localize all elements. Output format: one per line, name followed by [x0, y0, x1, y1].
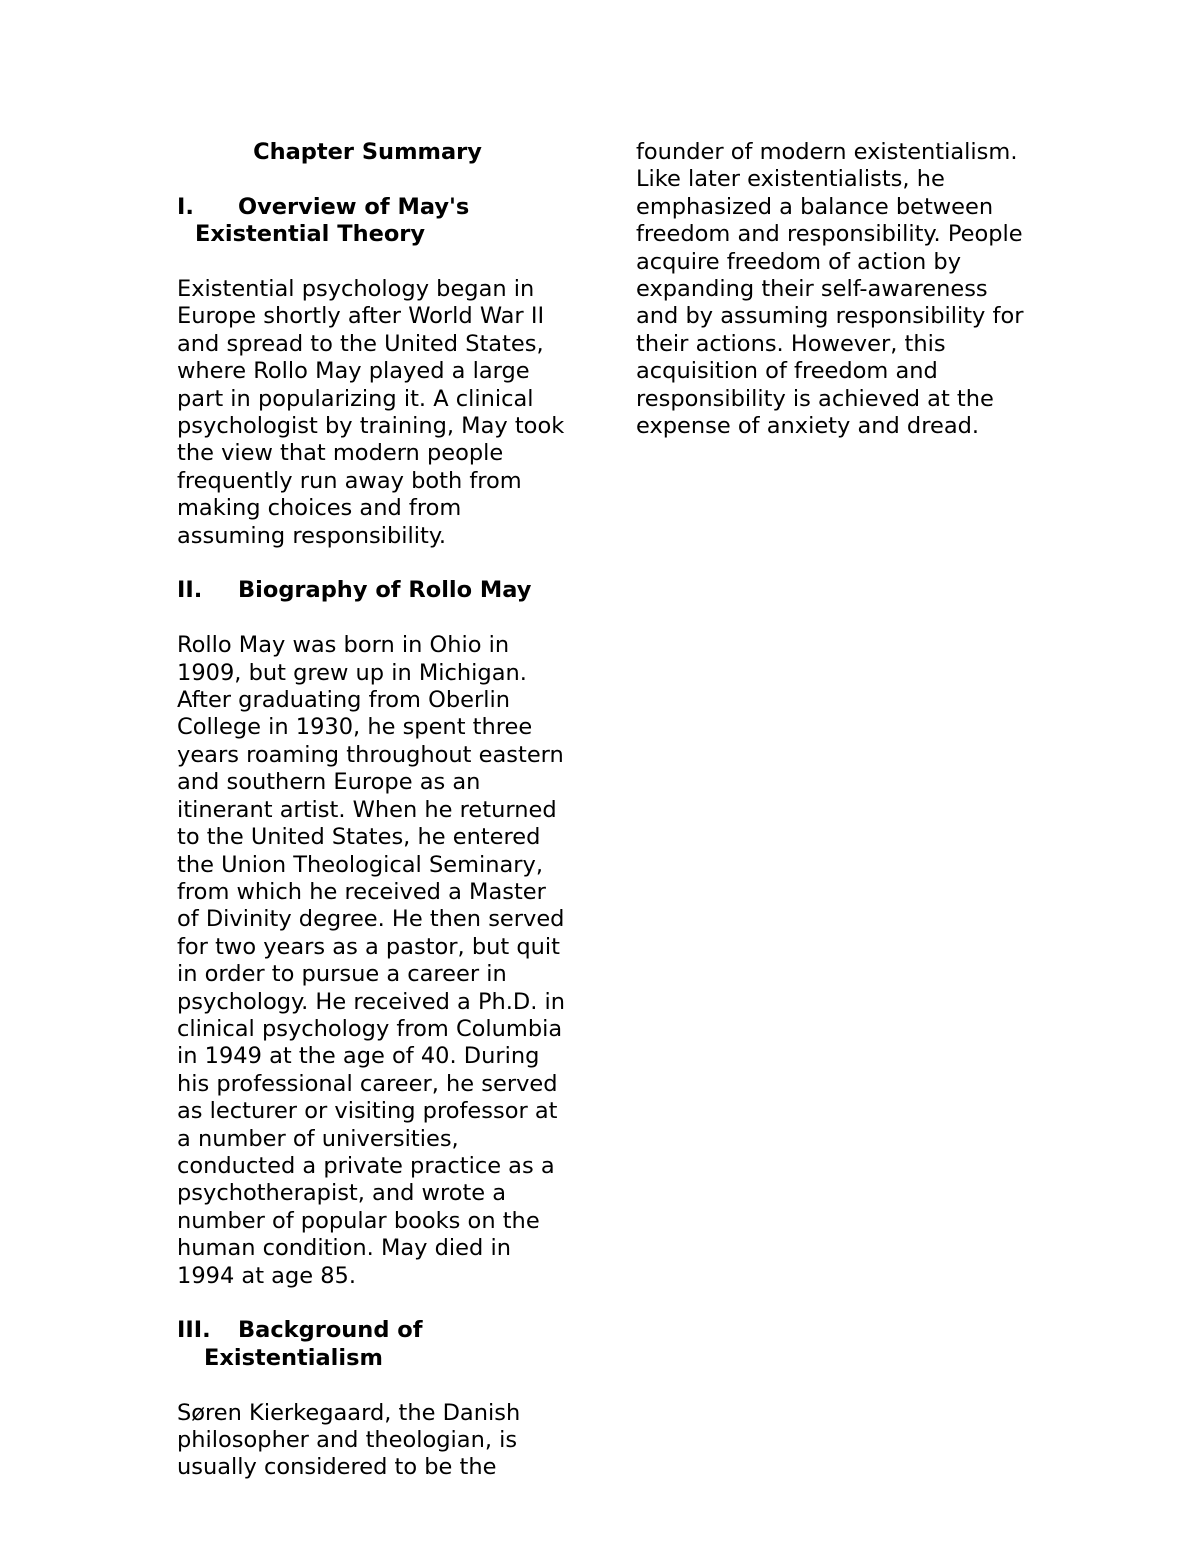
section-heading-text: Overview of May's	[238, 193, 470, 220]
section-heading-text: Biography of Rollo May	[238, 577, 532, 604]
section-number: III.	[177, 1317, 211, 1344]
section-heading-text-continued: Existentialism	[204, 1344, 383, 1371]
paragraph-background: Søren Kierkegaard, the Danish philosopher and theologian, is usually considered to be the	[177, 1399, 521, 1481]
section-heading-text: Background of	[238, 1317, 423, 1344]
section-number: I.	[177, 193, 194, 220]
paragraph-background-continued: founder of modern existentialism. Like later existentialists, he emphasized a balance between freedom and responsibility. People acquire freedom of action by expanding their self-awareness and by assuming responsibility for their actions. However, this acquisition of freedom and responsibility is achieved at the expense of anxiety and dread.	[636, 139, 1024, 440]
section-number: II.	[177, 577, 203, 604]
section-heading-text-continued: Existential Theory	[195, 221, 426, 248]
paragraph-overview: Existential psychology began in Europe shortly after World War II and spread to the United States, where Rollo May played a large part in popularizing it. A clinical psychologist by training, May took the view that modern people frequently run away both from making choices and from assuming responsibility.	[177, 276, 565, 549]
right-column	[636, 139, 1028, 440]
left-column	[177, 139, 572, 1482]
section-heading-background	[177, 1317, 572, 1372]
page-title: Chapter Summary	[253, 139, 482, 165]
section-heading-overview	[177, 194, 572, 249]
paragraph-biography: Rollo May was born in Ohio in 1909, but grew up in Michigan. After graduating from Oberlin College in 1930, he spent three years roaming throughout eastern and southern Europe as an itinerant artist. When he returned to the United States, he entered the Union Theological Seminary, from which he received a Master of Divinity degree. He then served for two years as a pastor, but quit in order to pursue a career in psychology. He received a Ph.D. in clinical psychology from Columbia in 1949 at the age of 40. During his professional career, he served as lecturer or visiting professor at a number of universities, conducted a private practice as a psychotherapist, and wrote a number of popular books on the human condition. May died in 1994 at age 85.	[177, 632, 566, 1289]
section-heading-biography	[177, 577, 572, 604]
